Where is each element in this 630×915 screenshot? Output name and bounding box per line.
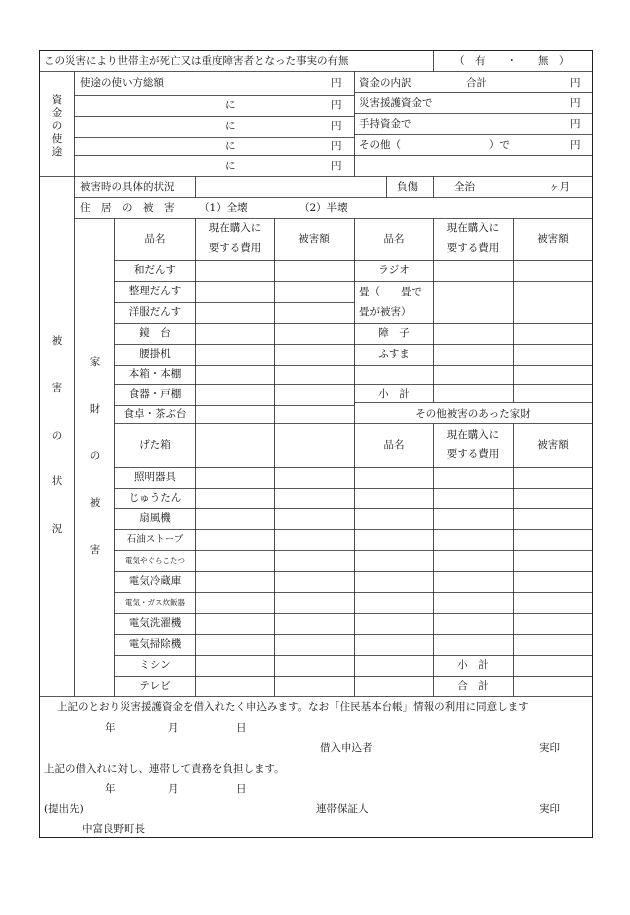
damage-side-char: 状 — [51, 475, 63, 487]
item-label: げた箱 — [139, 439, 171, 451]
usage-ni: に — [225, 99, 236, 111]
date-month: 月 — [168, 783, 179, 795]
header-cost: 要する費用 — [208, 242, 262, 254]
header-cost: 要する費用 — [446, 448, 500, 460]
damage-side-char: 害 — [51, 382, 63, 394]
item-label: 整理だんす — [128, 285, 182, 297]
damage-side-char: の — [51, 430, 63, 442]
applicant-label: 借入申込者 — [320, 742, 373, 754]
item-label: 食器・戸棚 — [128, 388, 182, 400]
header-cost: 現在購入に — [446, 222, 500, 234]
other-fund-close: ）で — [489, 139, 510, 151]
yen-unit: 円 — [570, 139, 581, 151]
right-subtotal-label: 小 計 — [378, 388, 410, 400]
mayor-label: 中富良野町長 — [82, 823, 145, 835]
item-label: 畳（ 畳で — [359, 286, 422, 298]
header-cost: 現在購入に — [446, 429, 500, 441]
funds-side-char: 資 — [51, 94, 63, 106]
other-fund-label: その他（ — [359, 139, 401, 151]
cure-label: 全治 — [454, 181, 475, 193]
item-label: 電気やぐらこたつ — [125, 556, 185, 565]
death-disability-answer[interactable]: （ 有 ・ 無 ） — [454, 55, 570, 67]
funds-side-char: 金 — [51, 107, 63, 119]
breakdown-label: 資金の内訳 — [359, 77, 412, 89]
damage-side-char: 況 — [51, 523, 63, 535]
damage-side-char: 被 — [51, 335, 63, 347]
date-year: 年 — [105, 783, 116, 795]
item-label: 腰掛机 — [139, 348, 171, 360]
header-cost: 要する費用 — [446, 242, 500, 254]
header-item: 品名 — [383, 439, 405, 451]
date-day: 日 — [236, 722, 247, 734]
header-item: 品名 — [144, 233, 166, 245]
other-subtotal-label: 小 計 — [457, 659, 489, 671]
header-amount: 被害額 — [298, 233, 330, 245]
item-label: 扇風機 — [139, 512, 171, 524]
guarantor-label: 連帯保証人 — [316, 803, 369, 815]
usage-ni: に — [225, 160, 236, 172]
guarantor-seal: 実印 — [539, 803, 560, 815]
application-statement: 上記のとおり災害援護資金を借入れたく申込みます。なお「住民基本台帳」情報の利用に同意します — [57, 701, 529, 713]
grand-total-label: 合 計 — [457, 680, 489, 692]
yen-unit: 円 — [331, 99, 342, 111]
applicant-seal: 実印 — [539, 742, 560, 754]
item-label: 電気洗濯機 — [128, 617, 182, 629]
item-label: 和だんす — [134, 264, 176, 276]
funds-side-char: の — [51, 120, 63, 132]
situation-label: 被害時の具体的状況 — [80, 181, 175, 193]
item-label: 電気掃除機 — [128, 638, 182, 650]
header-item: 品名 — [383, 233, 405, 245]
household-side-char: 家 — [89, 356, 101, 368]
breakdown-total-label: 合計 — [466, 77, 487, 89]
yen-unit: 円 — [331, 120, 342, 132]
yen-unit: 円 — [570, 77, 581, 89]
household-side-char: 被 — [89, 497, 101, 509]
header-amount: 被害額 — [537, 439, 569, 451]
yen-unit: 円 — [331, 77, 342, 89]
item-label: ラジオ — [378, 264, 410, 276]
other-items-title: その他被害のあった家財 — [415, 408, 531, 420]
item-label: 畳が被害） — [359, 306, 412, 318]
housing-label: 住 居 の 被 害 — [80, 202, 175, 214]
item-label: 鏡 台 — [139, 327, 171, 339]
household-side-char: 害 — [89, 544, 101, 556]
date-day: 日 — [236, 783, 247, 795]
household-side-char: 財 — [89, 403, 101, 415]
item-label: じゅうたん — [128, 492, 182, 504]
yen-unit: 円 — [570, 97, 581, 109]
item-label: 電気冷蔵庫 — [128, 575, 182, 587]
item-label: 照明器具 — [134, 471, 176, 483]
yen-unit: 円 — [570, 118, 581, 130]
usage-ni: に — [225, 140, 236, 152]
housing-option-half[interactable]: （2）半壊 — [299, 202, 348, 214]
item-label: 障 子 — [378, 327, 410, 339]
months-label: ヶ月 — [549, 181, 570, 193]
item-label: 本箱・本棚 — [128, 368, 182, 380]
header-amount: 被害額 — [537, 233, 569, 245]
death-disability-question: この災害により世帯主が死亡又は重度障害者となった事実の有無 — [44, 55, 349, 67]
yen-unit: 円 — [331, 140, 342, 152]
guarantee-statement: 上記の借入れに対し、連帯して責務を負担します。 — [44, 763, 285, 775]
item-label: 電気・ガス炊飯器 — [125, 598, 185, 607]
submit-to-label: (提出先) — [44, 803, 84, 815]
household-side-char: の — [89, 450, 101, 462]
header-cost: 現在購入に — [208, 222, 262, 234]
item-label: ふすま — [378, 348, 410, 360]
item-label: 食卓・茶ぶ台 — [123, 408, 187, 420]
usage-ni: に — [225, 120, 236, 132]
usage-total-label: 使途の使い方総額 — [80, 77, 164, 89]
yen-unit: 円 — [331, 160, 342, 172]
item-label: 洋服だんす — [128, 306, 182, 318]
housing-option-total[interactable]: （1）全壊 — [199, 202, 248, 214]
date-month: 月 — [168, 722, 179, 734]
date-year: 年 — [105, 722, 116, 734]
item-label: テレビ — [139, 680, 171, 692]
injury-label: 負傷 — [397, 181, 418, 193]
item-label: ミシン — [139, 659, 171, 671]
item-label: 石油ストーブ — [126, 534, 184, 545]
own-fund-label: 手持資金で — [359, 118, 412, 130]
relief-fund-label: 災害援護資金で — [359, 97, 433, 109]
funds-side-char: 途 — [51, 146, 63, 158]
funds-side-char: 使 — [51, 133, 63, 145]
